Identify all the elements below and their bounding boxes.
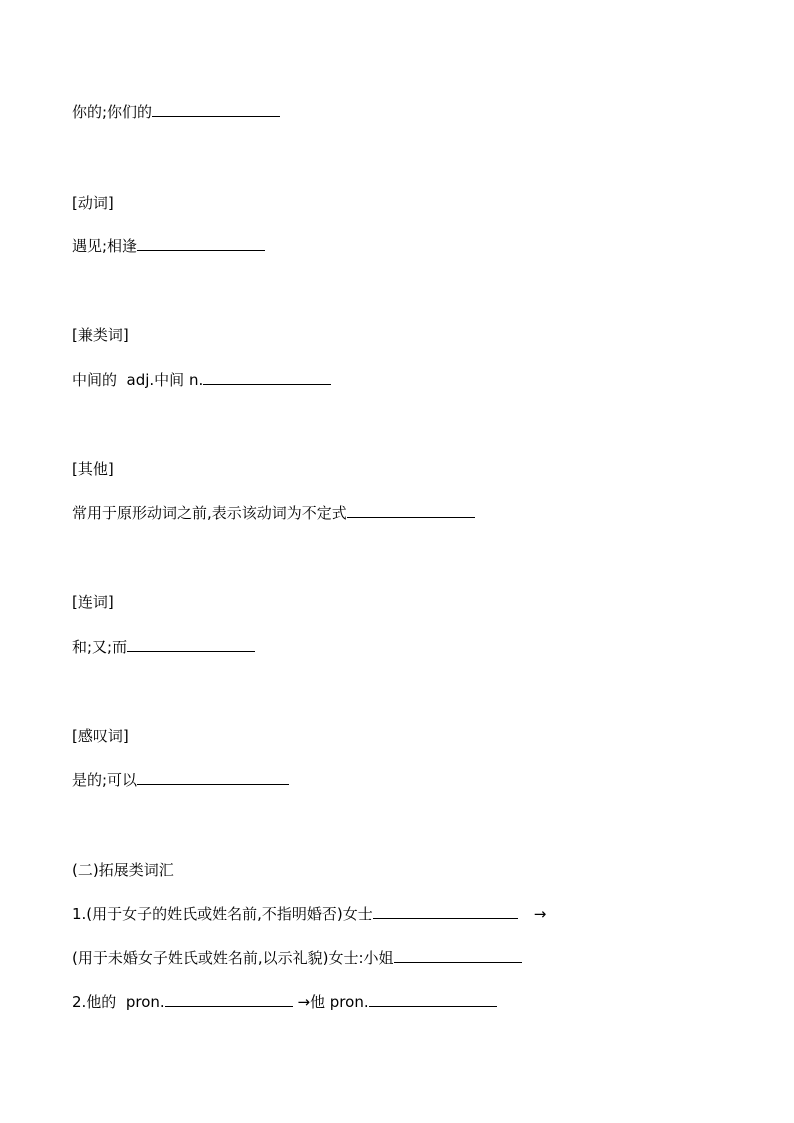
- answer-blank[interactable]: [347, 503, 475, 518]
- answer-blank[interactable]: [152, 102, 280, 117]
- answer-blank[interactable]: [203, 370, 331, 385]
- section-heading-other: [其他]: [72, 460, 114, 478]
- line-text: →他 pron.: [292, 993, 369, 1011]
- vocab-line-his: [72, 992, 497, 1012]
- line-text: 中间的 adj.中间 n.: [72, 371, 204, 389]
- vocab-line-meet: [72, 236, 265, 256]
- vocab-line-yes: [72, 770, 289, 790]
- line-text: 遇见;相逢: [72, 237, 138, 255]
- line-text: 1.(用于女子的姓氏或姓名前,不指明婚否)女士: [72, 905, 373, 923]
- section-heading-multi-class: [兼类词]: [72, 326, 129, 344]
- vocab-line-ms: [72, 904, 546, 924]
- arrow-icon: →: [533, 905, 547, 923]
- answer-blank[interactable]: [373, 904, 518, 919]
- line-text: (用于未婚女子姓氏或姓名前,以示礼貌)女士:小姐: [72, 949, 394, 967]
- answer-blank[interactable]: [127, 637, 255, 652]
- answer-blank[interactable]: [165, 992, 293, 1007]
- answer-blank[interactable]: [137, 770, 289, 785]
- answer-blank[interactable]: [394, 948, 522, 963]
- vocab-line-and: [72, 637, 255, 657]
- section-heading-interjection: [感叹词]: [72, 727, 129, 745]
- vocab-line-your: [72, 102, 280, 122]
- section-heading-extended: (二)拓展类词汇: [72, 861, 174, 879]
- vocab-line-middle: [72, 370, 331, 390]
- vocab-line-miss: [72, 948, 522, 968]
- section-heading-conjunction: [连词]: [72, 593, 114, 611]
- answer-blank[interactable]: [137, 236, 265, 251]
- section-heading-verb: [动词]: [72, 194, 114, 212]
- vocab-line-to: [72, 503, 475, 523]
- line-text: 是的;可以: [72, 771, 138, 789]
- line-text: 和;又;而: [72, 638, 128, 656]
- answer-blank[interactable]: [369, 992, 497, 1007]
- line-text: 2.他的 pron.: [72, 993, 165, 1011]
- line-text: 常用于原形动词之前,表示该动词为不定式: [72, 504, 347, 522]
- line-text: 你的;你们的: [72, 103, 153, 121]
